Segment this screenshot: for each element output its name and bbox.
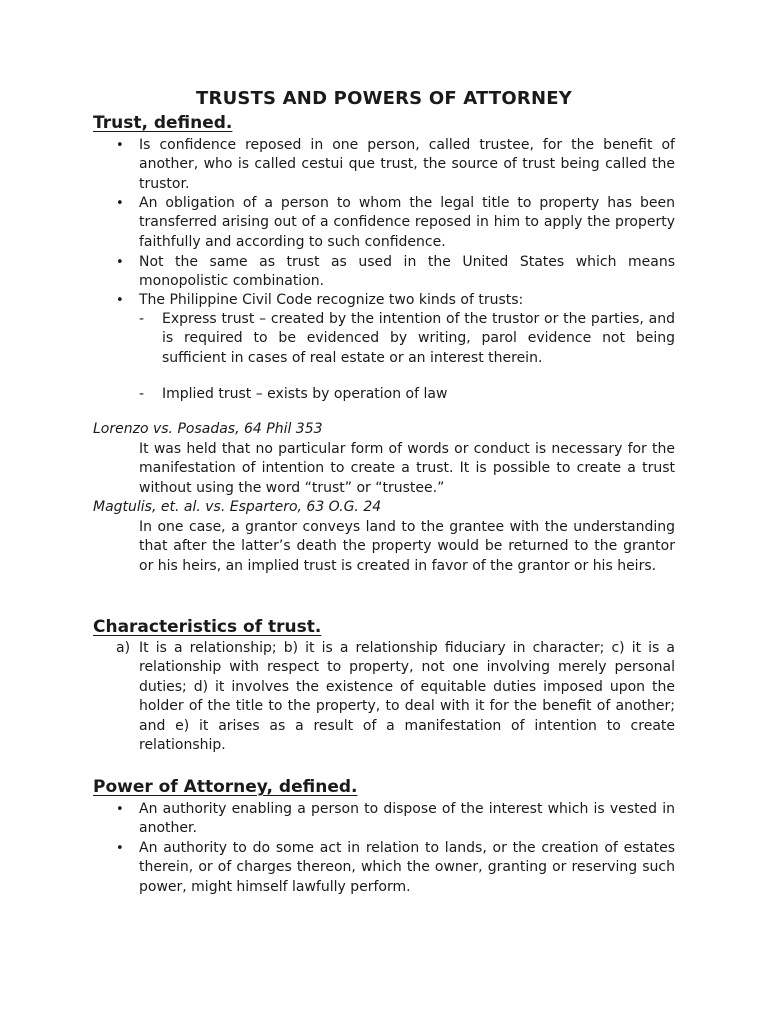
case-citation: Magtulis, et. al. vs. Espartero, 63 O.G. 24 xyxy=(93,499,382,515)
case-summary: It was held that no particular form of words or conduct is necessary for the manifestation of intention to create a trust. It is possible to create a trust without using the word “trust” or “trustee.” xyxy=(139,441,675,496)
trust-definition-item: The Philippine Civil Code recognize two kinds of trusts: xyxy=(139,292,524,308)
list-marker-a: a) xyxy=(116,640,131,656)
trust-definition-item: Is confidence reposed in one person, called trustee, for the benefit of another, who is called cestui que trust, the source of trust being called the trustor. xyxy=(139,137,675,192)
power-of-attorney-item: An authority to do some act in relation to lands, or the creation of estates therein, or of charges thereon, which the owner, granting or reserving such power, might himself lawfully perform. xyxy=(139,840,675,895)
bullet-marker: • xyxy=(116,802,124,817)
trust-kind-express: Express trust – created by the intention of the trustor or the parties, and is required to be evidenced by writing, parol evidence not being sufficient in cases of real estate or an interest therein. xyxy=(162,311,675,366)
bullet-marker: • xyxy=(116,138,124,153)
section-heading-power-of-attorney: Power of Attorney, defined. xyxy=(93,777,358,797)
trust-kind-implied: Implied trust – exists by operation of law xyxy=(162,386,448,402)
section-heading-trust-defined: Trust, defined. xyxy=(93,113,233,133)
section-heading-characteristics: Characteristics of trust. xyxy=(93,617,322,637)
bullet-marker: • xyxy=(116,196,124,211)
dash-marker: - xyxy=(139,311,145,327)
bullet-marker: • xyxy=(116,293,124,308)
bullet-marker: • xyxy=(116,841,124,856)
case-summary: In one case, a grantor conveys land to the grantee with the understanding that after the latter’s death the property would be returned to the grantor or his heirs, an implied trust is created in favor of the grantor or his heirs. xyxy=(139,519,675,574)
trust-definition-item: An obligation of a person to whom the legal title to property has been transferred arising out of a confidence reposed in him to apply the property faithfully and according to such confidence. xyxy=(139,195,675,250)
characteristics-text: It is a relationship; b) it is a relationship fiduciary in character; c) it is a relationship with respect to property, not one involving merely personal duties; d) it involves the existence of equitable duties imposed upon the holder of the title to the property, to deal with it for the benefit of another; and e) it arises as a result of a manifestation of intention to create relationship. xyxy=(139,640,675,754)
dash-marker: - xyxy=(139,386,145,402)
power-of-attorney-item: An authority enabling a person to dispose of the interest which is vested in another. xyxy=(139,801,675,837)
case-citation: Lorenzo vs. Posadas, 64 Phil 353 xyxy=(93,421,323,437)
document-title: TRUSTS AND POWERS OF ATTORNEY xyxy=(196,88,572,109)
bullet-marker: • xyxy=(116,255,124,270)
trust-definition-item: Not the same as trust as used in the United States which means monopolistic combination. xyxy=(139,254,675,290)
